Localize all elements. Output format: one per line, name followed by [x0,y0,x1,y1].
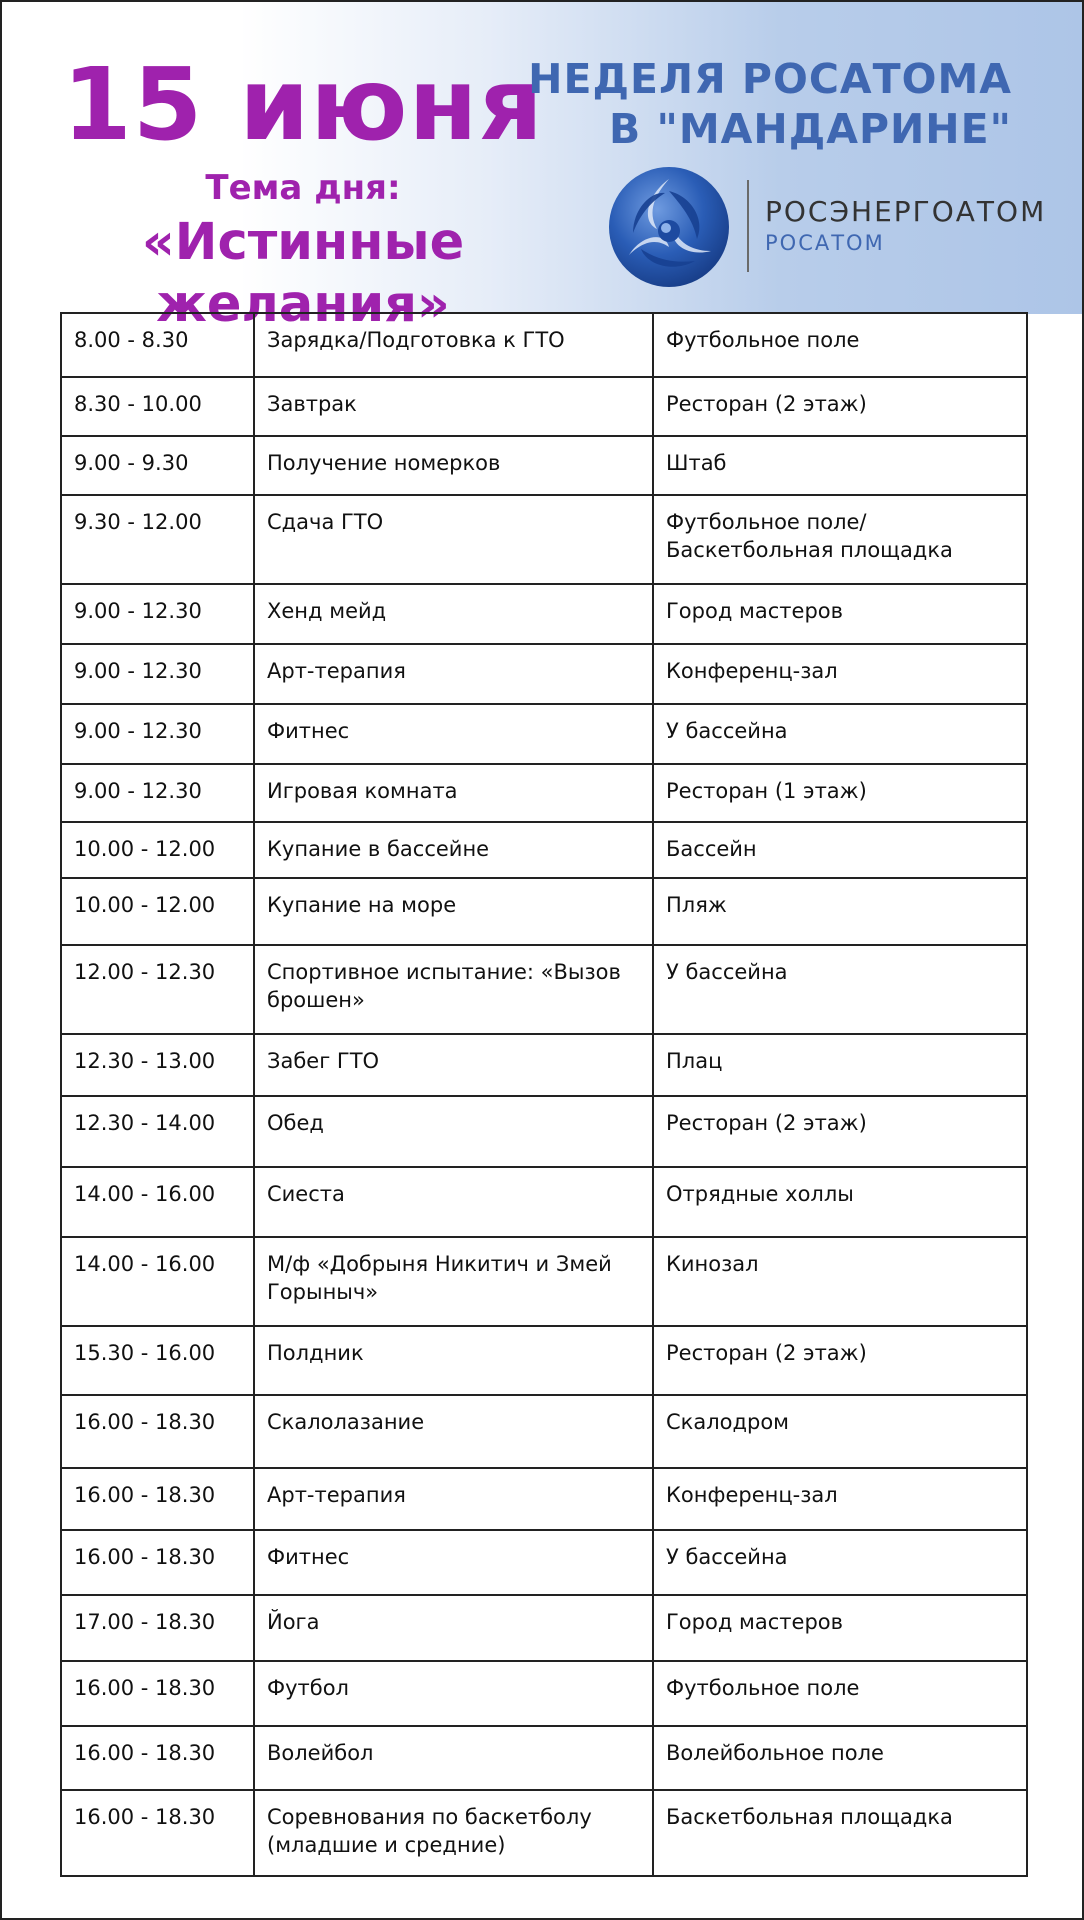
activity-cell: Соревнования по баскетболу (младшие и средние) [254,1790,653,1876]
event-title-line2: В "МАНДАРИНЕ" [608,105,1012,153]
place-cell: Кинозал [653,1237,1027,1326]
time-cell: 9.00 - 12.30 [61,644,254,704]
table-row [61,313,1027,377]
time-cell: 12.30 - 13.00 [61,1034,254,1096]
table-row [61,945,1027,1034]
table-row [61,644,1027,704]
place-cell: Футбольное поле/Баскетбольная площадка [653,495,1027,584]
place-cell: Скалодром [653,1395,1027,1468]
place-cell: Штаб [653,436,1027,495]
time-cell: 12.30 - 14.00 [61,1096,254,1167]
time-cell: 16.00 - 18.30 [61,1726,254,1790]
activity-cell: Фитнес [254,704,653,764]
place-cell: Ресторан (1 этаж) [653,764,1027,822]
theme-label: Тема дня: [205,168,401,208]
table-row [61,1790,1027,1876]
place-cell: Пляж [653,878,1027,945]
table-row [61,1468,1027,1530]
header-banner [2,2,1082,334]
theme-title: «Истинные желания» [141,213,465,334]
activity-cell: Полдник [254,1326,653,1395]
table-row [61,1726,1027,1790]
place-cell: Конференц-зал [653,644,1027,704]
activity-cell: М/ф «Добрыня Никитич и Змей Горыныч» [254,1237,653,1326]
activity-cell: Хенд мейд [254,584,653,644]
table-row [61,704,1027,764]
table-row [61,495,1027,584]
rosatom-logo-icon [607,165,731,289]
time-cell: 10.00 - 12.00 [61,878,254,945]
place-cell: Футбольное поле [653,313,1027,377]
table-row [61,1237,1027,1326]
activity-cell: Получение номерков [254,436,653,495]
time-cell: 9.00 - 12.30 [61,584,254,644]
activity-cell: Забег ГТО [254,1034,653,1096]
time-cell: 9.00 - 12.30 [61,704,254,764]
time-cell: 16.00 - 18.30 [61,1395,254,1468]
table-row [61,1395,1027,1468]
time-cell: 8.00 - 8.30 [61,313,254,377]
place-cell: Баскетбольная площадка [653,1790,1027,1876]
table-row [61,764,1027,822]
activity-cell: Скалолазание [254,1395,653,1468]
time-cell: 17.00 - 18.30 [61,1595,254,1661]
schedule-table [60,312,1028,1877]
activity-cell: Зарядка/Подготовка к ГТО [254,313,653,377]
activity-cell: Игровая комната [254,764,653,822]
time-cell: 14.00 - 16.00 [61,1167,254,1237]
event-title-line1: НЕДЕЛЯ РОСАТОМА [528,55,1012,103]
time-cell: 16.00 - 18.30 [61,1468,254,1530]
place-cell: Плац [653,1034,1027,1096]
place-cell: Футбольное поле [653,1661,1027,1726]
table-row [61,1661,1027,1726]
activity-cell: Обед [254,1096,653,1167]
place-cell: Город мастеров [653,584,1027,644]
time-cell: 16.00 - 18.30 [61,1530,254,1595]
activity-cell: Арт-терапия [254,1468,653,1530]
time-cell: 15.30 - 16.00 [61,1326,254,1395]
place-cell: У бассейна [653,1530,1027,1595]
brand-name: РОСЭНЕРГОАТОМ [765,195,1047,228]
place-cell: У бассейна [653,945,1027,1034]
place-cell: Ресторан (2 этаж) [653,377,1027,436]
time-cell: 12.00 - 12.30 [61,945,254,1034]
table-row [61,436,1027,495]
activity-cell: Йога [254,1595,653,1661]
activity-cell: Фитнес [254,1530,653,1595]
table-row [61,377,1027,436]
activity-cell: Спортивное испытание: «Вызов брошен» [254,945,653,1034]
activity-cell: Арт-терапия [254,644,653,704]
table-row [61,584,1027,644]
time-cell: 9.30 - 12.00 [61,495,254,584]
place-cell: Бассейн [653,822,1027,878]
activity-cell: Купание в бассейне [254,822,653,878]
table-row [61,1530,1027,1595]
activity-cell: Купание на море [254,878,653,945]
table-row [61,1167,1027,1237]
activity-cell: Сдача ГТО [254,495,653,584]
activity-cell: Футбол [254,1661,653,1726]
time-cell: 16.00 - 18.30 [61,1661,254,1726]
activity-cell: Сиеста [254,1167,653,1237]
brand-parent: РОСАТОМ [765,231,885,255]
place-cell: Ресторан (2 этаж) [653,1096,1027,1167]
table-row [61,1326,1027,1395]
place-cell: Конференц-зал [653,1468,1027,1530]
table-row [61,1595,1027,1661]
table-row [61,1096,1027,1167]
time-cell: 8.30 - 10.00 [61,377,254,436]
time-cell: 16.00 - 18.30 [61,1790,254,1876]
logo-divider [747,180,749,272]
time-cell: 9.00 - 12.30 [61,764,254,822]
date-heading: 15 июня [62,46,544,163]
place-cell: Волейбольное поле [653,1726,1027,1790]
place-cell: Город мастеров [653,1595,1027,1661]
table-row [61,878,1027,945]
activity-cell: Волейбол [254,1726,653,1790]
place-cell: У бассейна [653,704,1027,764]
event-title [528,54,1012,154]
time-cell: 14.00 - 16.00 [61,1237,254,1326]
time-cell: 10.00 - 12.00 [61,822,254,878]
activity-cell: Завтрак [254,377,653,436]
place-cell: Ресторан (2 этаж) [653,1326,1027,1395]
place-cell: Отрядные холлы [653,1167,1027,1237]
time-cell: 9.00 - 9.30 [61,436,254,495]
table-row [61,822,1027,878]
table-row [61,1034,1027,1096]
